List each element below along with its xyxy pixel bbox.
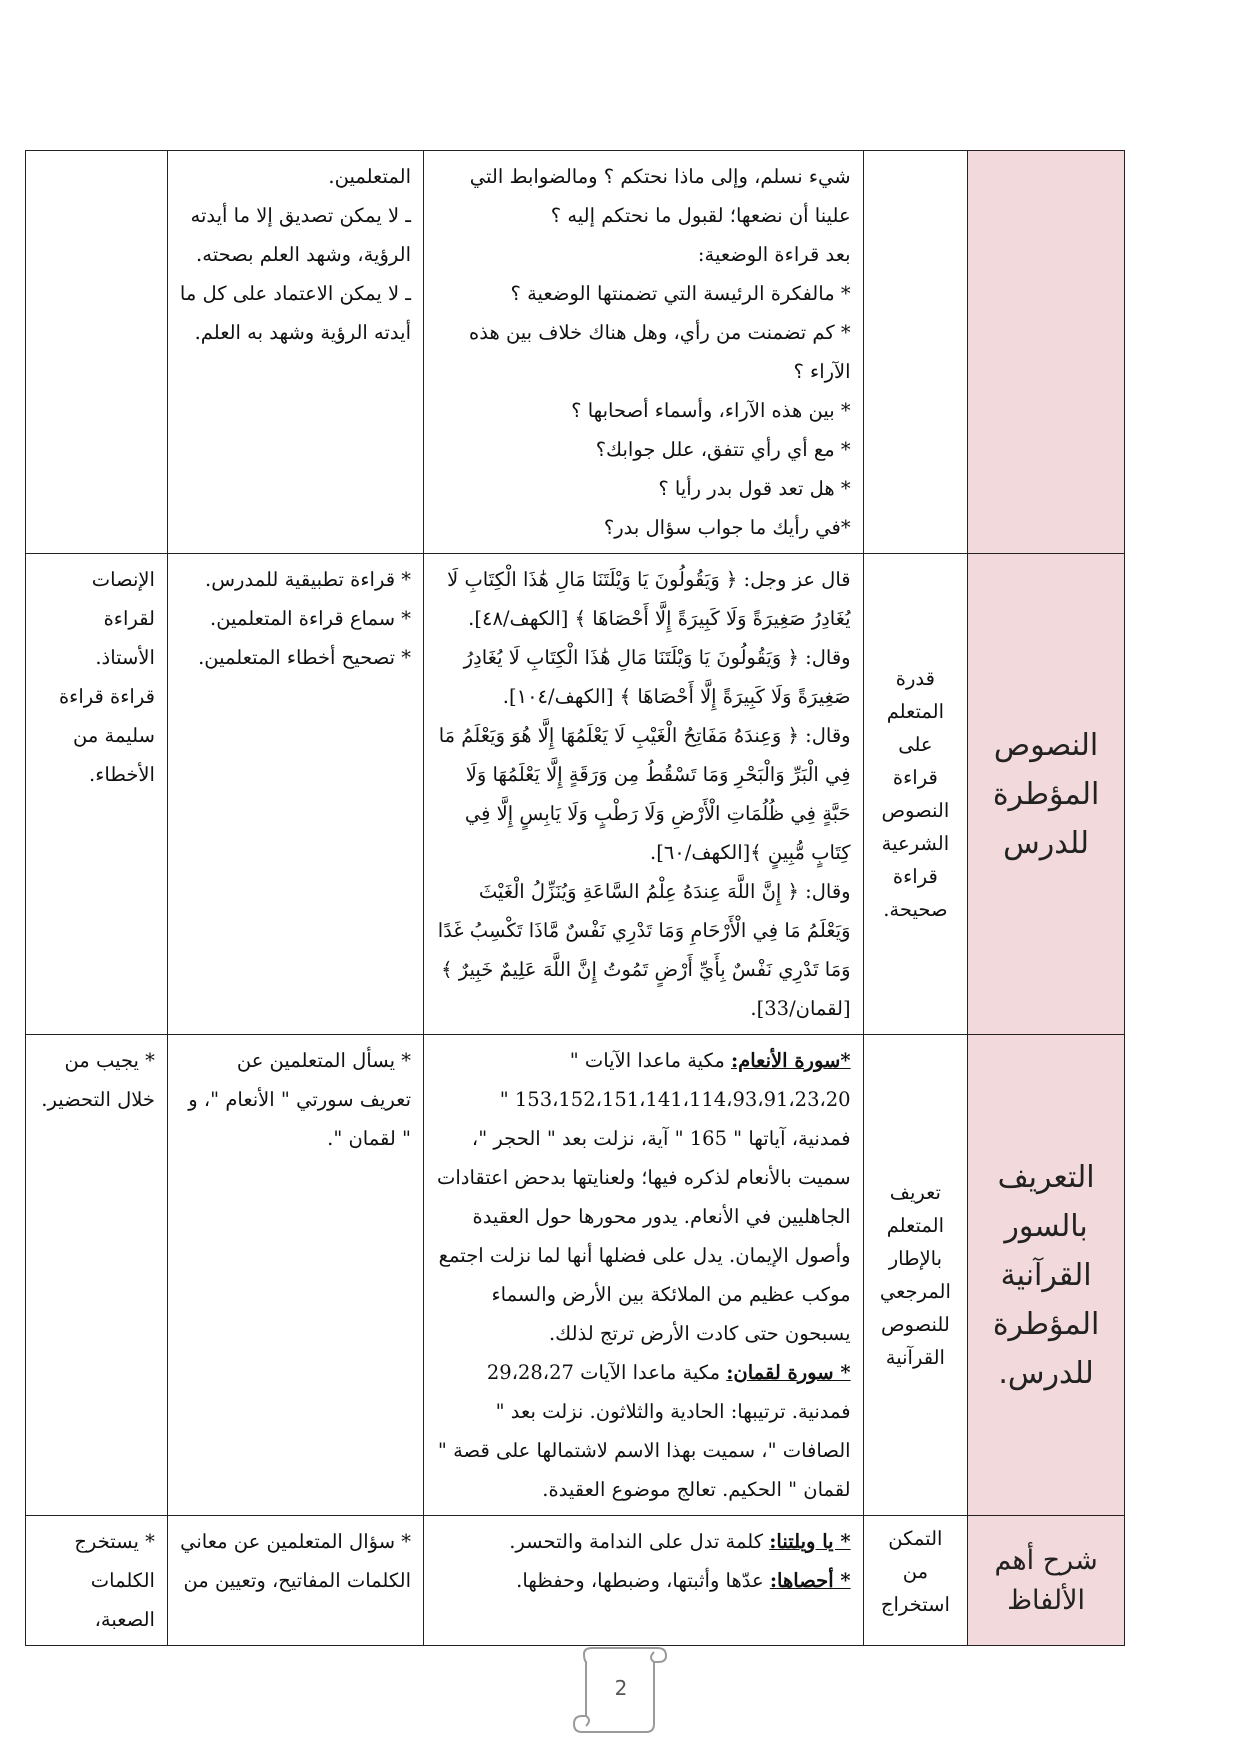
surah-al-anam-description [436,1041,851,1353]
quran-verse: وقال: ﴿ وَيَقُولُونَ يَا وَيْلَتَنَا مَالِ هَٰذَا الْكِتَابِ لَا يُغَادِرُ صَغِيرَةً وَلَا كَبِيرَةً إِلَّا أَحْصَاهَا ﴾ [الكهف/١٠٤]. [463,646,851,708]
lesson-plan-table [25,150,1125,1646]
teacher-line: ـ لا يمكن تصديق إلا ما أيدته الرؤية، وشهد العلم بصحته. [190,204,411,266]
vocab-meaning: كلمة تدل على الندامة والتحسر. [509,1530,770,1553]
content-cell [424,1035,864,1516]
learner-line: * يجيب من خلال التحضير. [41,1049,155,1111]
goal-cell: قدرة المتعلم على قراءة النصوص الشرعية قراءة صحيحة. [863,554,968,1035]
content-line: *في رأيك ما جواب سؤال بدر؟ [603,516,851,539]
learner-activity-cell [26,151,168,554]
teacher-line: ـ لا يمكن الاعتماد على كل ما أيدته الرؤية وشهد به العلم. [179,282,411,344]
content-line: * هل تعد قول بدر رأيا ؟ [658,477,851,500]
teacher-activity-cell [167,1516,423,1646]
learner-line: الإنصات لقراءة الأستاذ. [91,568,155,669]
learner-activity-cell [26,1516,168,1646]
vocab-term: * أحصاها: [769,1569,851,1592]
quran-verse: وقال: ﴿ وَعِندَهُ مَفَاتِحُ الْغَيْبِ لَا يَعْلَمُهَا إِلَّا هُوَ وَيَعْلَمُ مَا فِي الْبَرِّ وَالْبَحْرِ وَمَا تَسْقُطُ مِن وَرَقَةٍ إِلَّا يَعْلَمُهَا وَلَا حَبَّةٍ فِي ظُلُمَاتِ الْأَرْضِ وَلَا رَطْبٍ وَلَا يَابِسٍ إِلَّا فِي كِتَابٍ مُّبِينٍ ﴾[الكهف/٦٠]. [438,724,851,864]
goal-cell [863,151,968,554]
content-cell [424,554,864,1035]
surah-luqman-description [436,1353,851,1509]
content-line: * مع أي رأي تتفق، علل جوابك؟ [595,438,851,461]
stage-cell: النصوص المؤطرة للدرس [968,554,1125,1035]
learner-line: قراءة قراءة سليمة من الأخطاء. [58,685,155,786]
vocab-item [436,1561,851,1600]
surah-al-anam-heading: *سورة الأنعام: [730,1049,851,1072]
teacher-line: * سماع قراءة المتعلمين. [210,607,411,630]
table-row [26,1516,1125,1646]
goal-cell: تعريف المتعلم بالإطار المرجعي للنصوص القرآنية [863,1035,968,1516]
teacher-line: * تصحيح أخطاء المتعلمين. [198,646,411,669]
learner-activity-cell [26,554,168,1035]
surah-luqman-text: مكية ماعدا الآيات 29،28،27 فمدنية. ترتيبها: الحادية والثلاثون. نزلت بعد " الصافات "، سميت بهذا الاسم لاشتمالها على قصة " لقمان " الحكيم. تعالج موضوع العقيدة. [437,1361,851,1501]
content-cell [424,1516,864,1646]
quran-verse: قال عز وجل: ﴿ وَيَقُولُونَ يَا وَيْلَتَنَا مَالِ هَٰذَا الْكِتَابِ لَا يُغَادِرُ صَغِيرَةً وَلَا كَبِيرَةً إِلَّا أَحْصَاهَا ﴾ [الكهف/٤٨]. [447,568,851,630]
content-line: * مالفكرة الرئيسة التي تضمنتها الوضعية ؟ [510,282,851,305]
stage-cell [968,151,1125,554]
teacher-activity-cell [167,1035,423,1516]
surah-luqman-heading: * سورة لقمان: [726,1361,851,1384]
table-row [26,151,1125,554]
page-number: 2 [614,1676,628,1700]
quran-verse: وقال: ﴿ إِنَّ اللَّهَ عِندَهُ عِلْمُ السَّاعَةِ وَيُنَزِّلُ الْغَيْثَ وَيَعْلَمُ مَا فِي الْأَرْحَامِ وَمَا تَدْرِي نَفْسٌ مَّاذَا تَكْسِبُ غَدًا وَمَا تَدْرِي نَفْسٌ بِأَيِّ أَرْضٍ تَمُوتُ إِنَّ اللَّهَ عَلِيمٌ خَبِيرٌ ﴾[لقمان/33]. [437,880,851,1020]
teacher-line: * يسأل المتعلمين عن تعريف سورتي " الأنعام "، و " لقمان ". [188,1049,411,1150]
learner-activity-cell [26,1035,168,1516]
vocab-item [436,1522,851,1561]
surah-al-anam-text: مكية ماعدا الآيات " 153،152،151،141،114،93،91،23،20 " فمدنية، آياتها " 165 " آية، نزلت بعد " الحجر "، سميت بالأنعام لذكره فيها؛ ولعنايتها بدحض اعتقادات الجاهليين في الأنعام. يدور محورها حول العقيدة وأصول الإيمان. يدل على فضلها أنها لما نزلت اجتمع موكب عظيم من الملائكة بين الأرض والسماء يسبحون حتى كادت الأرض ترتج لذلك. [437,1049,851,1345]
vocab-term: * يا ويلتنا: [769,1530,851,1553]
page-number-scroll [566,1640,676,1740]
teacher-line: المتعلمين. [328,165,411,188]
teacher-activity-cell [167,554,423,1035]
teacher-line: * سؤال المتعلمين عن معاني الكلمات المفاتيح، وتعيين من [180,1530,411,1592]
content-line: بعد قراءة الوضعية: [697,243,851,266]
content-cell [424,151,864,554]
table-row [26,554,1125,1035]
stage-cell: شرح أهم الألفاظ [968,1516,1125,1646]
content-line: شيء نسلم، وإلى ماذا نحتكم ؟ ومالضوابط التي علينا أن نضعها؛ لقبول ما نحتكم إليه ؟ [469,165,851,227]
content-line: * كم تضمنت من رأي، وهل هناك خلاف بين هذه الآراء ؟ [469,321,851,383]
teacher-line: * قراءة تطبيقية للمدرس. [205,568,411,591]
goal-cell: التمكن من استخراج [863,1516,968,1646]
learner-line: * يستخرج الكلمات الصعبة، [74,1530,155,1631]
vocab-meaning: عدّها وأثبتها، وضبطها، وحفظها. [516,1569,770,1592]
table-row [26,1035,1125,1516]
stage-cell: التعريف بالسور القرآنية المؤطرة للدرس. [968,1035,1125,1516]
teacher-activity-cell [167,151,423,554]
content-line: * بين هذه الآراء، وأسماء أصحابها ؟ [571,399,851,422]
